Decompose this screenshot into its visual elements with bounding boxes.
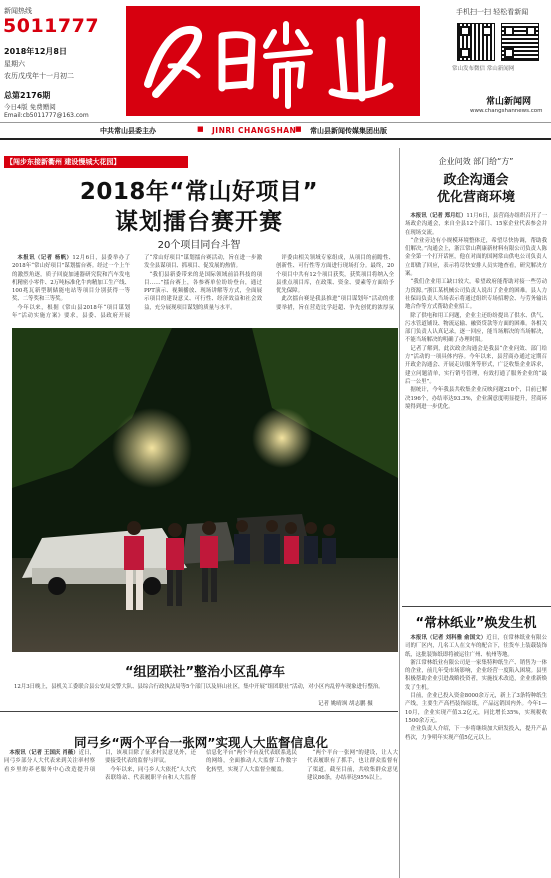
lead-headline-1[interactable]: 2018年“常山好项目” (79, 179, 319, 205)
bottom-paragraph: 今年以来，同弓乡人大依托“人大代表联络站、代表履职平台和人大监督信息化平台”两个平台及代表联系选民的网络，全面推动人大监督工作数字化转型，实现了人大监督全覆盖。 (105, 750, 297, 781)
lead-subhead: 20个项目同台斗智 (157, 240, 241, 251)
bottom-byline: 本报讯（记者 王国庆 肖薇） (9, 750, 79, 756)
lead-headline-2[interactable]: 谋划擂台赛开赛 (115, 209, 283, 235)
brand-pinyin: JINRI CHANGSHAN (212, 126, 297, 135)
divider (402, 606, 551, 607)
lead-kicker (4, 156, 188, 168)
hotline-label: 新闻热线 (4, 7, 32, 15)
bottom-body (4, 749, 398, 874)
hotline-number: 5011777 (3, 15, 100, 37)
sidebar-bottom-paragraph: 目前，企业已投入资金8000余万元，新上了3条特种纸生产线，主要生产高档装饰原纸，产品远销国内外。今年1—10月，企业实现产值3.2亿元，同比增长35%，实现税收1500余万元。 (405, 693, 547, 724)
lead-byline: 本报讯（记者 杨帆） (17, 255, 73, 261)
scan-slogan: 手机扫一扫 轻松看新闻 (456, 8, 529, 16)
bottom-paragraph: “两个平台一张网”的建设，让人大代表履职有了抓手，也让群众监督有了渠道。截至目前，共收集群众意见建议86条，办结率达95%以上。 (307, 750, 398, 781)
night-street-scene-icon (12, 328, 398, 652)
masthead-rule-bottom (0, 138, 551, 140)
site-name: 常山新闻网 (486, 97, 532, 107)
page-count: 今日4版 免费赠阅 (4, 103, 56, 111)
sidebar-kicker: 企业问效 部门给“方” (438, 157, 514, 166)
sidebar-top-byline: 本报讯（记者 郑月红） (410, 213, 467, 219)
sidebar-top-paragraph: 11月6日，县营商办组织召开了一场政企沟通会，来自全县12个部门、15家企业代表参会并在现场交流。 (405, 213, 547, 236)
sidebar-bottom-paragraph: 近日，在常林纸业有限公司的厂区内，几名工人在文车的配合下，往货车上装载装饰纸，这批装饰纸即将被运往广州、杭州等地。 (405, 635, 547, 658)
separator-icon: ■ (295, 125, 302, 133)
separator-icon: ■ (197, 125, 204, 133)
masthead (0, 0, 551, 128)
photo-credit: 记者 姚晴飒 胡志鹏 摄 (318, 701, 373, 707)
site-url[interactable]: www.changshannews.com (470, 108, 543, 114)
qr-code-weixin[interactable] (458, 24, 494, 60)
publisher: 常山县新闻传媒集团出版 (310, 127, 387, 135)
issue-number: 总第2176期 (4, 91, 51, 100)
lead-paragraph: “我们县新委带来的是国际领域前沿科技的项目……”擂台赛上，各参赛单位纷纷登台，通过PPT演示、视频播放、现场讲解等方式，全面展示项目的建设意义、可行性、经济效益和社会效益，充分展现项目谋划的质量与水平。 (144, 271, 262, 311)
lunar-date: 农历戊戌年十一月初二 (4, 72, 74, 80)
bottom-headline[interactable]: 同弓乡“两个平台一张网”实现人大监督信息化 (74, 735, 328, 750)
issue-date: 2018年12月8日 (4, 47, 67, 56)
lead-kicker-text: 【闯步东接新衢州 建设慢城大花园】 (6, 158, 121, 166)
organizer: 中共常山县委主办 (100, 127, 156, 135)
sidebar-bottom-paragraph: 企业负责人介绍，下一步将继续加大研发投入，提升产品档次，力争明年实现产值5亿元以上。 (405, 726, 547, 741)
sidebar-top-paragraph: 记者了解到，此次政企沟通会是我县“企业问效、部门给方”活动的一项具体内容。今年以来，县营商办通过定期召开政企沟通会、开展走访服务等形式，广泛收集企业诉求，建立问题清单，实行销号管理，有效打通了服务企业的“最后一公里”。 (405, 345, 547, 385)
sidebar-bottom-body (405, 634, 547, 874)
logo-calligraphy-icon (126, 6, 420, 116)
sidebar-bottom-paragraph: 浙江常林纸业有限公司是一家集特种纸生产、销售为一体的企业，前几年受市场影响，企业经营一度陷入困境。县里积极帮助企业引进战略投资者，实施技术改造，企业重新焕发了生机。 (405, 659, 547, 691)
qr-code-site[interactable] (502, 24, 538, 60)
photo-caption-title[interactable]: “组团联社”整治小区乱停车 (124, 665, 286, 680)
sidebar-top-paragraph: 据统计，今年我县共收集企业反映问题210个，目前已解决196个，办结率达93.3%，企业满意度明显提升，营商环境得到进一步优化。 (405, 387, 547, 410)
lead-paragraph: 评委由相关领域专家组成，从项目的前瞻性、创新性、可行性等方面进行现场打分。最终，20个项目中共有12个项目获奖，获奖项目将纳入全县重点项目库，在政策、资金、要素等方面给予优先保障。 (276, 255, 394, 295)
lead-paragraph: 此次擂台赛是我县推进“项目谋划年”活动的重要举措，旨在营造比学赶超、争先创优的浓厚氛 (276, 296, 394, 311)
sidebar-top-paragraph: “企业旁边有小规模环境整体迁，希望尽快协调，帮助我们解决。”沟通会上，浙江常山利康新材料有限公司负责人陈金全第一个打开话匣，他在对面的国网常山供电公司负责人立即做了回应，表示将尽快安排人员实地查看，研究解决方案。 (405, 237, 547, 278)
lead-paragraph: 今年以来，根据《常山县2018年“项目谋划年”活动实施方案》要求，县委、县政府开展了“常山好项目”谋划擂台赛活动，旨在进一步激发全县谋项目、抓项目、促发展的热情。 (12, 255, 262, 320)
sidebar-headline-1[interactable]: 政企沟通会 (443, 173, 509, 188)
column-divider (399, 148, 400, 878)
weekday: 星期六 (4, 60, 25, 68)
sidebar-top-body (405, 212, 547, 602)
divider (0, 711, 398, 712)
newspaper-logo (126, 6, 420, 116)
email: Email:cb5011777@163.com (4, 112, 89, 119)
sidebar-bottom-byline: 本报讯（记者 刘科雅 俞国文） (410, 635, 487, 641)
sidebar-bottom-headline[interactable]: “常林纸业”焕发生机 (415, 616, 537, 631)
bottom-paragraph: 近日，同弓乡部分人大代表来到关注率村察看乡里的养老服务中心改造提升项目，该项目除了征求村民意见外，还要接受代表的监督与评议。 (4, 750, 196, 773)
lead-body (12, 254, 394, 324)
sidebar-top-paragraph: 除了供电和用工问题，企业主还纷纷提出了供水、供气、污水管道铺设、物流运输、融资贷款等方面的困难。各相关部门负责人认真记录，逐一回应，能当场解决的当场解决，不能当场解决的明确了办理时限。 (405, 312, 547, 344)
photo-caption-text: 12月3日晚上，县机关工委联合县公安局交警大队、县综合行政执法局等5个部门以及屏山社区，集中开展“组团联社”活动，对小区内乱停车现象进行整治。 (14, 684, 384, 690)
news-photo (12, 328, 398, 652)
lead-paragraph: 12月6日，县委举办了2018年“常山好项目”谋划擂台赛。经过一个上午的激烈角逐，质子回旋加速器研究院和汽车发电机精密小零件、2万吨标准化牛肉精加工生产线、100兆瓦新型制储能电站等项目分别获得一等奖、二等奖和三等奖。 (12, 255, 130, 303)
masthead-strip (0, 123, 551, 137)
sidebar-headline-2[interactable]: 优化营商环境 (436, 190, 515, 205)
sidebar-top-paragraph: “我们企业用工缺口较大，希望政府能帮助对接一些劳动力资源。”浙江某机械公司负责人说出了企业的困难。县人力社保局负责人当场表示将通过组织专场招聘会、与劳务输出地合作等方式帮助企业招工。 (405, 279, 547, 311)
qr-caption: 常山发布微信 常山新闻网 (452, 66, 515, 72)
